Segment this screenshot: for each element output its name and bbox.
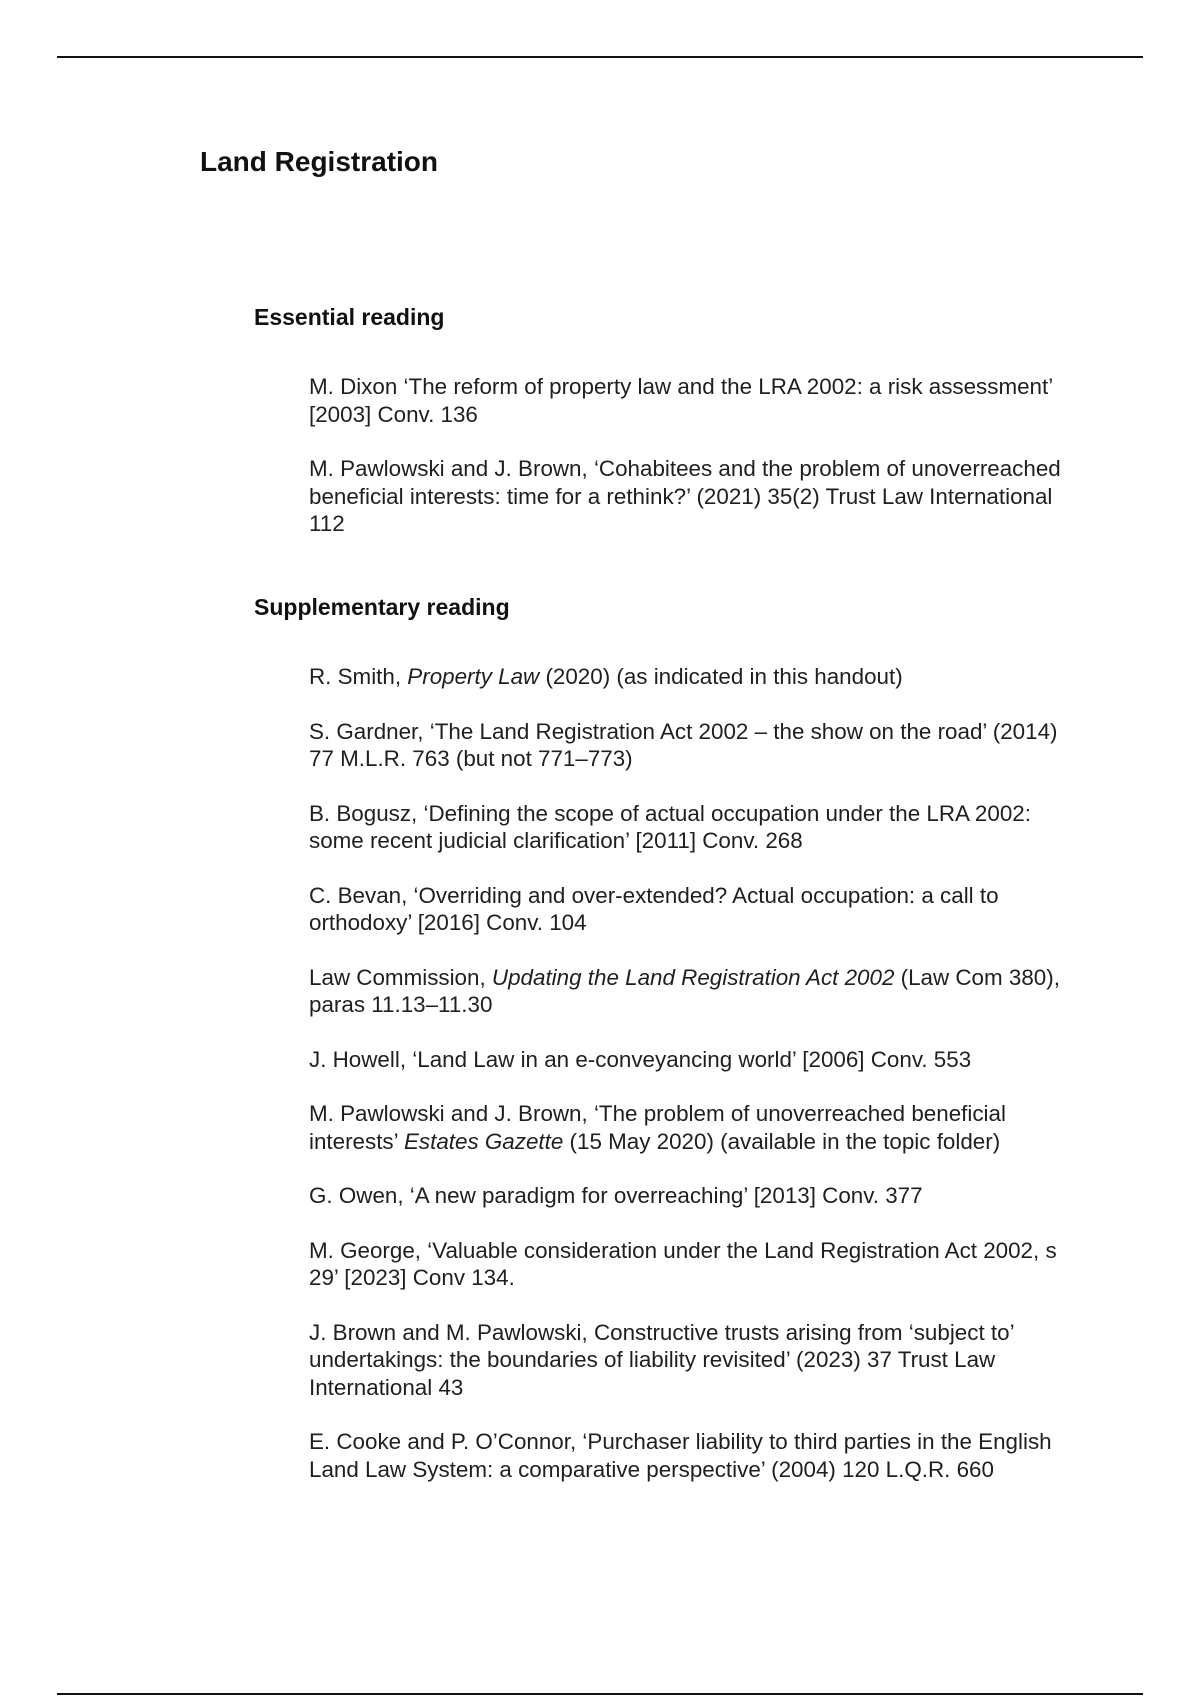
reference-title-italic: Updating the Land Registration Act 2002 — [491, 964, 895, 990]
reference-text-after: (15 May 2020) (available in the topic folder) — [563, 1128, 1001, 1154]
reference-title-italic: Property Law — [407, 664, 540, 689]
reference-text: E. Cooke and P. O’Connor, ‘Purchaser liability to third parties in the English Land Law System: a comparative perspective’ (2004) 120 L.Q.R. 660 — [309, 1429, 1052, 1482]
reference-item — [309, 373, 1079, 428]
reference-item — [309, 1428, 1079, 1483]
reference-text: S. Gardner, ‘The Land Registration Act 2002 – the show on the road’ (2014) 77 M.L.R. 763 (but not 771–773) — [309, 718, 1058, 771]
reference-item — [309, 1319, 1079, 1402]
reference-item — [309, 964, 1079, 1019]
reference-item — [309, 1100, 1079, 1155]
reference-item — [309, 1182, 1079, 1210]
reference-text: J. Brown and M. Pawlowski, Constructive trusts arising from ‘subject to’ undertakings: the boundaries of liability revisited’ (2023) 37 Trust Law International 43 — [309, 1319, 1014, 1400]
reference-text: M. George, ‘Valuable consideration under the Land Registration Act 2002, s 29’ [2023] Conv 134. — [309, 1237, 1057, 1290]
essential-reading-section — [254, 303, 1114, 538]
reference-text: M. Dixon ‘The reform of property law and the LRA 2002: a risk assessment’ [2003] Conv. 136 — [309, 374, 1053, 427]
reference-text: R. Smith, — [309, 664, 408, 689]
reference-text: M. Pawlowski and J. Brown, ‘Cohabitees and the problem of unoverreached beneficial interests: time for a rethink?’ (2021) 35(2) Trust Law International 112 — [309, 456, 1061, 536]
reference-item — [309, 800, 1079, 855]
top-rule — [57, 56, 1143, 58]
page-title: Land Registration — [200, 146, 439, 177]
reference-list — [254, 663, 1114, 1483]
reference-item — [309, 882, 1079, 937]
reference-list — [254, 373, 1114, 538]
reference-text-after: (Law Com 380), paras 11.13–11.30 — [309, 964, 1060, 1017]
reference-title-italic: Estates Gazette — [404, 1128, 564, 1154]
reference-item — [309, 455, 1079, 538]
section-heading: Supplementary reading — [254, 594, 510, 620]
reference-text: C. Bevan, ‘Overriding and over-extended? Actual occupation: a call to orthodoxy’ [2016] Conv. 104 — [309, 882, 999, 935]
section-heading: Essential reading — [254, 304, 445, 330]
reference-text: B. Bogusz, ‘Defining the scope of actual occupation under the LRA 2002: some recent judicial clarification’ [2011] Conv. 268 — [309, 800, 1031, 853]
reference-text: Law Commission, — [309, 964, 492, 990]
reference-text-after: (2020) (as indicated in this handout) — [539, 664, 903, 689]
reference-item — [309, 1046, 1079, 1074]
supplementary-reading-section — [254, 593, 1114, 1483]
reference-item — [309, 718, 1079, 773]
reference-text: M. Pawlowski and J. Brown, ‘The problem of unoverreached beneficial interests’ — [309, 1101, 1006, 1154]
reference-text: J. Howell, ‘Land Law in an e-conveyancing world’ [2006] Conv. 553 — [309, 1046, 972, 1072]
reference-item — [309, 663, 1079, 691]
reference-item — [309, 1237, 1079, 1292]
bottom-rule — [57, 1693, 1143, 1695]
reference-text: G. Owen, ‘A new paradigm for overreaching’ [2013] Conv. 377 — [309, 1183, 923, 1208]
